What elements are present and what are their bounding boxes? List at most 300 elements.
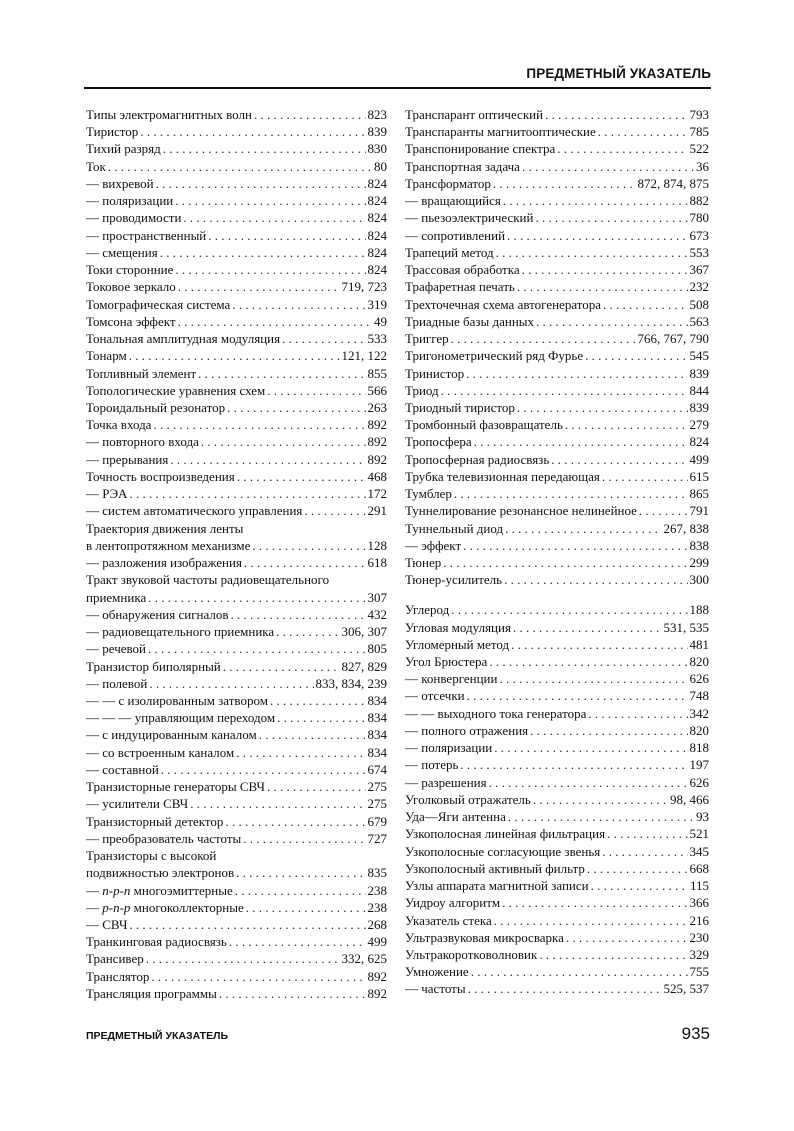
index-pages: 367 bbox=[689, 262, 709, 278]
index-pages: 673 bbox=[689, 227, 709, 243]
dot-leader bbox=[545, 106, 687, 123]
index-pages: 793 bbox=[689, 107, 709, 122]
index-term: подвижностью электронов bbox=[86, 865, 235, 881]
index-term: Тропосфера bbox=[405, 434, 472, 450]
dot-leader bbox=[451, 330, 636, 347]
index-entry bbox=[86, 864, 387, 881]
index-pages: 267, 838 bbox=[663, 520, 709, 536]
index-pages: 216 bbox=[689, 912, 709, 928]
dot-leader bbox=[219, 985, 366, 1002]
dot-leader bbox=[493, 175, 636, 192]
index-entry bbox=[405, 313, 709, 330]
index-entry bbox=[405, 756, 709, 773]
dot-leader bbox=[508, 808, 694, 825]
index-pages: 838 bbox=[689, 537, 709, 553]
index-term: — радиовещательного приемника bbox=[86, 624, 275, 640]
index-entry bbox=[405, 980, 709, 997]
index-pages: 521 bbox=[689, 826, 709, 842]
index-entry bbox=[405, 636, 709, 653]
index-term: Ток bbox=[86, 158, 106, 174]
index-term: Трубка телевизионная передающая bbox=[405, 468, 600, 484]
dot-leader bbox=[235, 882, 366, 899]
index-term: Умножение bbox=[405, 964, 469, 980]
index-pages: 823 bbox=[367, 107, 387, 122]
dot-leader bbox=[489, 774, 688, 791]
index-term: Траектория движения ленты bbox=[86, 520, 244, 536]
dot-leader bbox=[513, 619, 662, 636]
index-entry bbox=[86, 261, 387, 278]
index-term: Уидроу алгоритм bbox=[405, 895, 501, 911]
index-entry bbox=[405, 209, 709, 226]
dot-leader bbox=[161, 761, 366, 778]
dot-leader bbox=[254, 106, 366, 123]
index-pages: 115 bbox=[689, 878, 709, 894]
index-pages: 785 bbox=[689, 124, 709, 140]
index-pages: 834 bbox=[367, 692, 387, 708]
index-pages: 872, 874, 875 bbox=[637, 175, 709, 191]
dot-leader bbox=[496, 244, 688, 261]
dot-leader bbox=[201, 433, 366, 450]
index-entry bbox=[86, 106, 387, 123]
index-pages: 618 bbox=[367, 555, 387, 571]
index-entry bbox=[86, 123, 387, 140]
index-term: — отсечки bbox=[405, 688, 465, 704]
index-entry bbox=[405, 739, 709, 756]
index-pages: 232 bbox=[689, 279, 709, 295]
index-pages: 892 bbox=[367, 968, 387, 984]
dot-leader bbox=[565, 416, 688, 433]
index-entry bbox=[86, 244, 387, 261]
index-entry bbox=[86, 916, 387, 933]
index-term: Углерод bbox=[405, 602, 450, 618]
index-pages: 668 bbox=[689, 860, 709, 876]
index-pages: 268 bbox=[367, 917, 387, 933]
index-term: приемника bbox=[86, 589, 147, 605]
dot-leader bbox=[536, 313, 687, 330]
index-entry bbox=[86, 589, 387, 606]
index-term: Тюнер-усилитель bbox=[405, 572, 503, 588]
dot-leader bbox=[259, 726, 366, 743]
dot-leader bbox=[511, 636, 687, 653]
index-pages: 824 bbox=[689, 434, 709, 450]
index-entry bbox=[86, 950, 387, 967]
index-entry bbox=[405, 227, 709, 244]
dot-leader bbox=[151, 968, 365, 985]
index-entry bbox=[405, 485, 709, 502]
index-term: — пространственный bbox=[86, 227, 207, 243]
index-term: Точка входа bbox=[86, 417, 152, 433]
dot-leader bbox=[225, 813, 365, 830]
index-pages: 766, 767, 790 bbox=[637, 331, 709, 347]
index-entry bbox=[405, 537, 709, 554]
dot-leader bbox=[471, 963, 688, 980]
index-term: Топологические уравнения схем bbox=[86, 382, 266, 398]
index-pages: 128 bbox=[367, 537, 387, 553]
index-term: — смещения bbox=[86, 244, 158, 260]
index-term: Туннелирование резонансное нелинейное bbox=[405, 503, 637, 519]
index-entry bbox=[86, 882, 387, 899]
dot-leader bbox=[507, 227, 687, 244]
index-entry bbox=[86, 451, 387, 468]
index-entry bbox=[405, 860, 709, 877]
index-pages: 279 bbox=[689, 417, 709, 433]
index-entry bbox=[405, 382, 709, 399]
index-term: Угловая модуляция bbox=[405, 619, 511, 635]
index-entry bbox=[86, 606, 387, 623]
index-pages: 892 bbox=[367, 451, 387, 467]
index-term: Узкополосный активный фильтр bbox=[405, 860, 585, 876]
index-entry bbox=[405, 601, 709, 618]
index-term: Транспортная задача bbox=[405, 158, 520, 174]
index-pages: 275 bbox=[367, 796, 387, 812]
index-term: Точность воспроизведения bbox=[86, 468, 235, 484]
dot-leader bbox=[603, 296, 687, 313]
index-term: Трапеций метод bbox=[405, 244, 494, 260]
dot-leader bbox=[243, 830, 365, 847]
dot-leader bbox=[467, 687, 688, 704]
dot-leader bbox=[468, 980, 662, 997]
dot-leader bbox=[443, 554, 687, 571]
index-entry bbox=[405, 912, 709, 929]
dot-leader bbox=[149, 675, 313, 692]
index-entry bbox=[405, 502, 709, 519]
index-pages: 188 bbox=[689, 602, 709, 618]
index-entry bbox=[405, 278, 709, 295]
index-entry bbox=[86, 933, 387, 950]
dot-leader bbox=[267, 778, 366, 795]
dot-leader bbox=[535, 209, 687, 226]
index-term: Тихий разряд bbox=[86, 141, 161, 157]
index-pages: 432 bbox=[367, 606, 387, 622]
index-term: Триггер bbox=[405, 331, 449, 347]
index-entry bbox=[405, 296, 709, 313]
index-pages: 748 bbox=[689, 688, 709, 704]
index-pages: 93 bbox=[696, 809, 709, 825]
index-pages: 468 bbox=[367, 468, 387, 484]
index-entry bbox=[86, 209, 387, 226]
dot-leader bbox=[129, 347, 340, 364]
dot-leader bbox=[585, 347, 687, 364]
index-entry bbox=[86, 416, 387, 433]
index-entry bbox=[405, 774, 709, 791]
index-term: Транспаранты магнитооптические bbox=[405, 124, 596, 140]
index-entry bbox=[86, 347, 387, 364]
index-pages: 839 bbox=[367, 124, 387, 140]
index-term: — эффект bbox=[405, 537, 462, 553]
dot-leader bbox=[146, 950, 340, 967]
dot-leader bbox=[517, 278, 688, 295]
index-pages: 49 bbox=[374, 313, 387, 329]
dot-leader bbox=[198, 365, 365, 382]
index-entry bbox=[405, 929, 709, 946]
index-entry bbox=[86, 761, 387, 778]
index-entry bbox=[405, 365, 709, 382]
index-term: Транзисторный детектор bbox=[86, 813, 224, 829]
index-term: Транзистор биполярный bbox=[86, 658, 221, 674]
index-entry bbox=[405, 722, 709, 739]
index-entry bbox=[86, 175, 387, 192]
index-pages: 531, 535 bbox=[663, 619, 709, 635]
index-entry bbox=[86, 658, 387, 675]
index-pages: 844 bbox=[689, 382, 709, 398]
dot-leader bbox=[588, 705, 687, 722]
index-pages: 545 bbox=[689, 348, 709, 364]
index-term: Триадные базы данных bbox=[405, 313, 535, 329]
index-pages: 197 bbox=[689, 757, 709, 773]
index-pages: 366 bbox=[689, 895, 709, 911]
index-term: Тропосферная радиосвязь bbox=[405, 451, 550, 467]
index-pages: 679 bbox=[367, 813, 387, 829]
index-term: Транслятор bbox=[86, 968, 150, 984]
dot-leader bbox=[474, 433, 688, 450]
index-entry bbox=[405, 433, 709, 450]
index-term: — речевой bbox=[86, 641, 147, 657]
index-term: Токи сторонние bbox=[86, 262, 174, 278]
index-pages: 727 bbox=[367, 830, 387, 846]
index-term: Угол Брюстера bbox=[405, 654, 488, 670]
dot-leader bbox=[276, 623, 339, 640]
running-head-title: ПРЕДМЕТНЫЙ УКАЗАТЕЛЬ bbox=[526, 66, 711, 81]
index-pages: 719, 723 bbox=[341, 279, 387, 295]
index-pages: 342 bbox=[689, 705, 709, 721]
index-entry bbox=[405, 140, 709, 157]
index-entry bbox=[86, 778, 387, 795]
dot-leader bbox=[591, 877, 688, 894]
index-pages: 291 bbox=[367, 503, 387, 519]
index-term: Тороидальный резонатор bbox=[86, 399, 226, 415]
index-term: Триод bbox=[405, 382, 439, 398]
index-entry bbox=[405, 705, 709, 722]
index-entry bbox=[86, 675, 387, 692]
letter-group-gap bbox=[405, 589, 709, 602]
index-pages: 306, 307 bbox=[341, 624, 387, 640]
index-pages: 824 bbox=[367, 244, 387, 260]
index-term: Трассовая обработка bbox=[405, 262, 520, 278]
index-entry bbox=[405, 158, 709, 175]
index-entry bbox=[86, 278, 387, 295]
dot-leader bbox=[163, 140, 366, 157]
index-entry bbox=[405, 791, 709, 808]
index-pages: 345 bbox=[689, 843, 709, 859]
index-pages: 98, 466 bbox=[670, 791, 709, 807]
index-pages: 481 bbox=[689, 636, 709, 652]
index-pages: 839 bbox=[689, 365, 709, 381]
index-entry bbox=[86, 985, 387, 1002]
index-entry bbox=[405, 261, 709, 278]
dot-leader bbox=[223, 658, 340, 675]
index-term: Токовое зеркало bbox=[86, 279, 176, 295]
index-entry bbox=[86, 830, 387, 847]
index-entry bbox=[405, 653, 709, 670]
index-pages: 855 bbox=[367, 365, 387, 381]
index-pages: 892 bbox=[367, 434, 387, 450]
index-term: Узкополосные согласующие звенья bbox=[405, 843, 601, 859]
index-term: Трансляция программы bbox=[86, 985, 217, 1001]
index-term: — сопротивлений bbox=[405, 227, 506, 243]
dot-leader bbox=[229, 933, 366, 950]
index-pages: 674 bbox=[367, 761, 387, 777]
index-pages: 824 bbox=[367, 262, 387, 278]
index-pages: 499 bbox=[689, 451, 709, 467]
index-term: Тумблер bbox=[405, 486, 452, 502]
dot-leader bbox=[175, 261, 365, 278]
index-entry bbox=[86, 468, 387, 485]
dot-leader bbox=[170, 451, 365, 468]
index-pages: 329 bbox=[689, 947, 709, 962]
index-entry bbox=[86, 158, 387, 175]
index-pages: 892 bbox=[367, 985, 387, 1001]
dot-leader bbox=[566, 929, 688, 946]
index-entry bbox=[405, 520, 709, 537]
index-entry bbox=[405, 894, 709, 911]
index-pages: 626 bbox=[689, 671, 709, 687]
index-term: Тракт звуковой частоты радиовещательного bbox=[86, 572, 330, 588]
dot-leader bbox=[231, 606, 366, 623]
index-term: — повторного входа bbox=[86, 434, 199, 450]
dot-leader bbox=[607, 825, 687, 842]
dot-leader bbox=[451, 601, 687, 618]
dot-leader bbox=[148, 589, 365, 606]
index-term: в лентопротяжном механизме bbox=[86, 537, 251, 553]
index-entry bbox=[86, 296, 387, 313]
index-entry bbox=[86, 744, 387, 761]
index-term: Трехточечная схема автогенератора bbox=[405, 296, 602, 312]
index-entry bbox=[86, 330, 387, 347]
index-pages: 525, 537 bbox=[663, 981, 709, 997]
index-entry bbox=[405, 244, 709, 261]
index-term: Томсона эффект bbox=[86, 313, 176, 329]
index-entry bbox=[86, 692, 387, 709]
index-entry bbox=[86, 485, 387, 502]
index-pages: 499 bbox=[367, 934, 387, 950]
footer-title: ПРЕДМЕТНЫЙ УКАЗАТЕЛЬ bbox=[86, 1030, 229, 1042]
index-pages: 835 bbox=[367, 865, 387, 881]
header-rule bbox=[84, 87, 711, 89]
dot-leader bbox=[530, 722, 687, 739]
dot-leader bbox=[236, 744, 365, 761]
index-term: — РЭА bbox=[86, 486, 128, 502]
index-term: — проводимости bbox=[86, 210, 182, 226]
index-pages: 615 bbox=[689, 468, 709, 484]
dot-leader bbox=[505, 520, 661, 537]
index-pages: 533 bbox=[367, 331, 387, 347]
index-term: — составной bbox=[86, 761, 159, 777]
dot-leader bbox=[237, 468, 366, 485]
dot-leader bbox=[108, 158, 372, 175]
index-entry bbox=[86, 520, 387, 537]
index-entry bbox=[405, 468, 709, 485]
index-term: Указатель стека bbox=[405, 912, 492, 928]
dot-leader bbox=[441, 382, 688, 399]
index-entry bbox=[86, 571, 387, 588]
dot-leader bbox=[175, 192, 365, 209]
dot-leader bbox=[503, 192, 688, 209]
index-entry bbox=[405, 123, 709, 140]
index-term: — усилители СВЧ bbox=[86, 796, 189, 812]
index-entry bbox=[86, 140, 387, 157]
index-entry bbox=[86, 899, 387, 916]
dot-leader bbox=[551, 451, 687, 468]
dot-leader bbox=[304, 502, 365, 519]
index-entry bbox=[405, 106, 709, 123]
dot-leader bbox=[517, 399, 688, 416]
index-term: Томографическая система bbox=[86, 296, 231, 312]
index-entry bbox=[86, 365, 387, 382]
index-term: Тональная амплитудная модуляция bbox=[86, 331, 281, 347]
dot-leader bbox=[499, 670, 687, 687]
index-pages: 626 bbox=[689, 774, 709, 790]
dot-leader bbox=[587, 860, 688, 877]
index-pages: 121, 122 bbox=[341, 348, 387, 364]
index-term: — — выходного тока генератора bbox=[405, 705, 587, 721]
dot-leader bbox=[466, 365, 687, 382]
index-pages: 892 bbox=[367, 417, 387, 433]
index-entry bbox=[405, 619, 709, 636]
index-entry bbox=[405, 946, 709, 963]
index-term: — разложения изображения bbox=[86, 555, 242, 571]
index-term: Ультразвуковая микросварка bbox=[405, 929, 564, 945]
index-term: Транспарант оптический bbox=[405, 107, 544, 122]
index-entry bbox=[405, 347, 709, 364]
dot-leader bbox=[454, 485, 688, 502]
dot-leader bbox=[227, 399, 365, 416]
dot-leader bbox=[277, 709, 365, 726]
dot-leader bbox=[602, 843, 687, 860]
dot-leader bbox=[494, 912, 688, 929]
dot-leader bbox=[522, 261, 688, 278]
dot-leader bbox=[598, 123, 688, 140]
index-entry bbox=[86, 640, 387, 657]
index-pages: 755 bbox=[689, 964, 709, 980]
index-pages: 791 bbox=[689, 503, 709, 519]
index-pages: 80 bbox=[374, 158, 387, 174]
index-term: — потерь bbox=[405, 757, 459, 773]
dot-leader bbox=[639, 502, 688, 519]
index-term: — полного отражения bbox=[405, 722, 529, 738]
index-pages: 522 bbox=[689, 141, 709, 157]
index-column-right bbox=[405, 106, 709, 998]
dot-leader bbox=[232, 296, 365, 313]
index-pages: 818 bbox=[689, 740, 709, 756]
index-entry bbox=[405, 399, 709, 416]
dot-leader bbox=[502, 894, 687, 911]
index-term: — полевой bbox=[86, 675, 148, 691]
index-term: Транзисторные генераторы СВЧ bbox=[86, 779, 265, 795]
index-pages: 332, 625 bbox=[341, 951, 387, 967]
index-term: Уголковый отражатель bbox=[405, 791, 531, 807]
index-entry bbox=[86, 227, 387, 244]
index-entry bbox=[86, 554, 387, 571]
index-term: — со встроенным каналом bbox=[86, 744, 235, 760]
dot-leader bbox=[129, 485, 365, 502]
index-term: Тонарм bbox=[86, 348, 127, 364]
index-pages: 263 bbox=[367, 399, 387, 415]
dot-leader bbox=[156, 175, 366, 192]
index-term: Топливный элемент bbox=[86, 365, 197, 381]
index-entry bbox=[405, 175, 709, 192]
dot-leader bbox=[557, 140, 687, 157]
index-pages: 238 bbox=[367, 882, 387, 898]
index-term: — — — управляющим переходом bbox=[86, 710, 276, 726]
dot-leader bbox=[160, 244, 366, 261]
index-term: — частоты bbox=[405, 981, 466, 997]
index-entry bbox=[405, 451, 709, 468]
index-term: — преобразователь частоты bbox=[86, 830, 242, 846]
dot-leader bbox=[533, 791, 668, 808]
index-term: Транзисторы с высокой bbox=[86, 848, 217, 864]
index-term: — вихревой bbox=[86, 175, 154, 191]
index-term: Туннельный диод bbox=[405, 520, 504, 536]
